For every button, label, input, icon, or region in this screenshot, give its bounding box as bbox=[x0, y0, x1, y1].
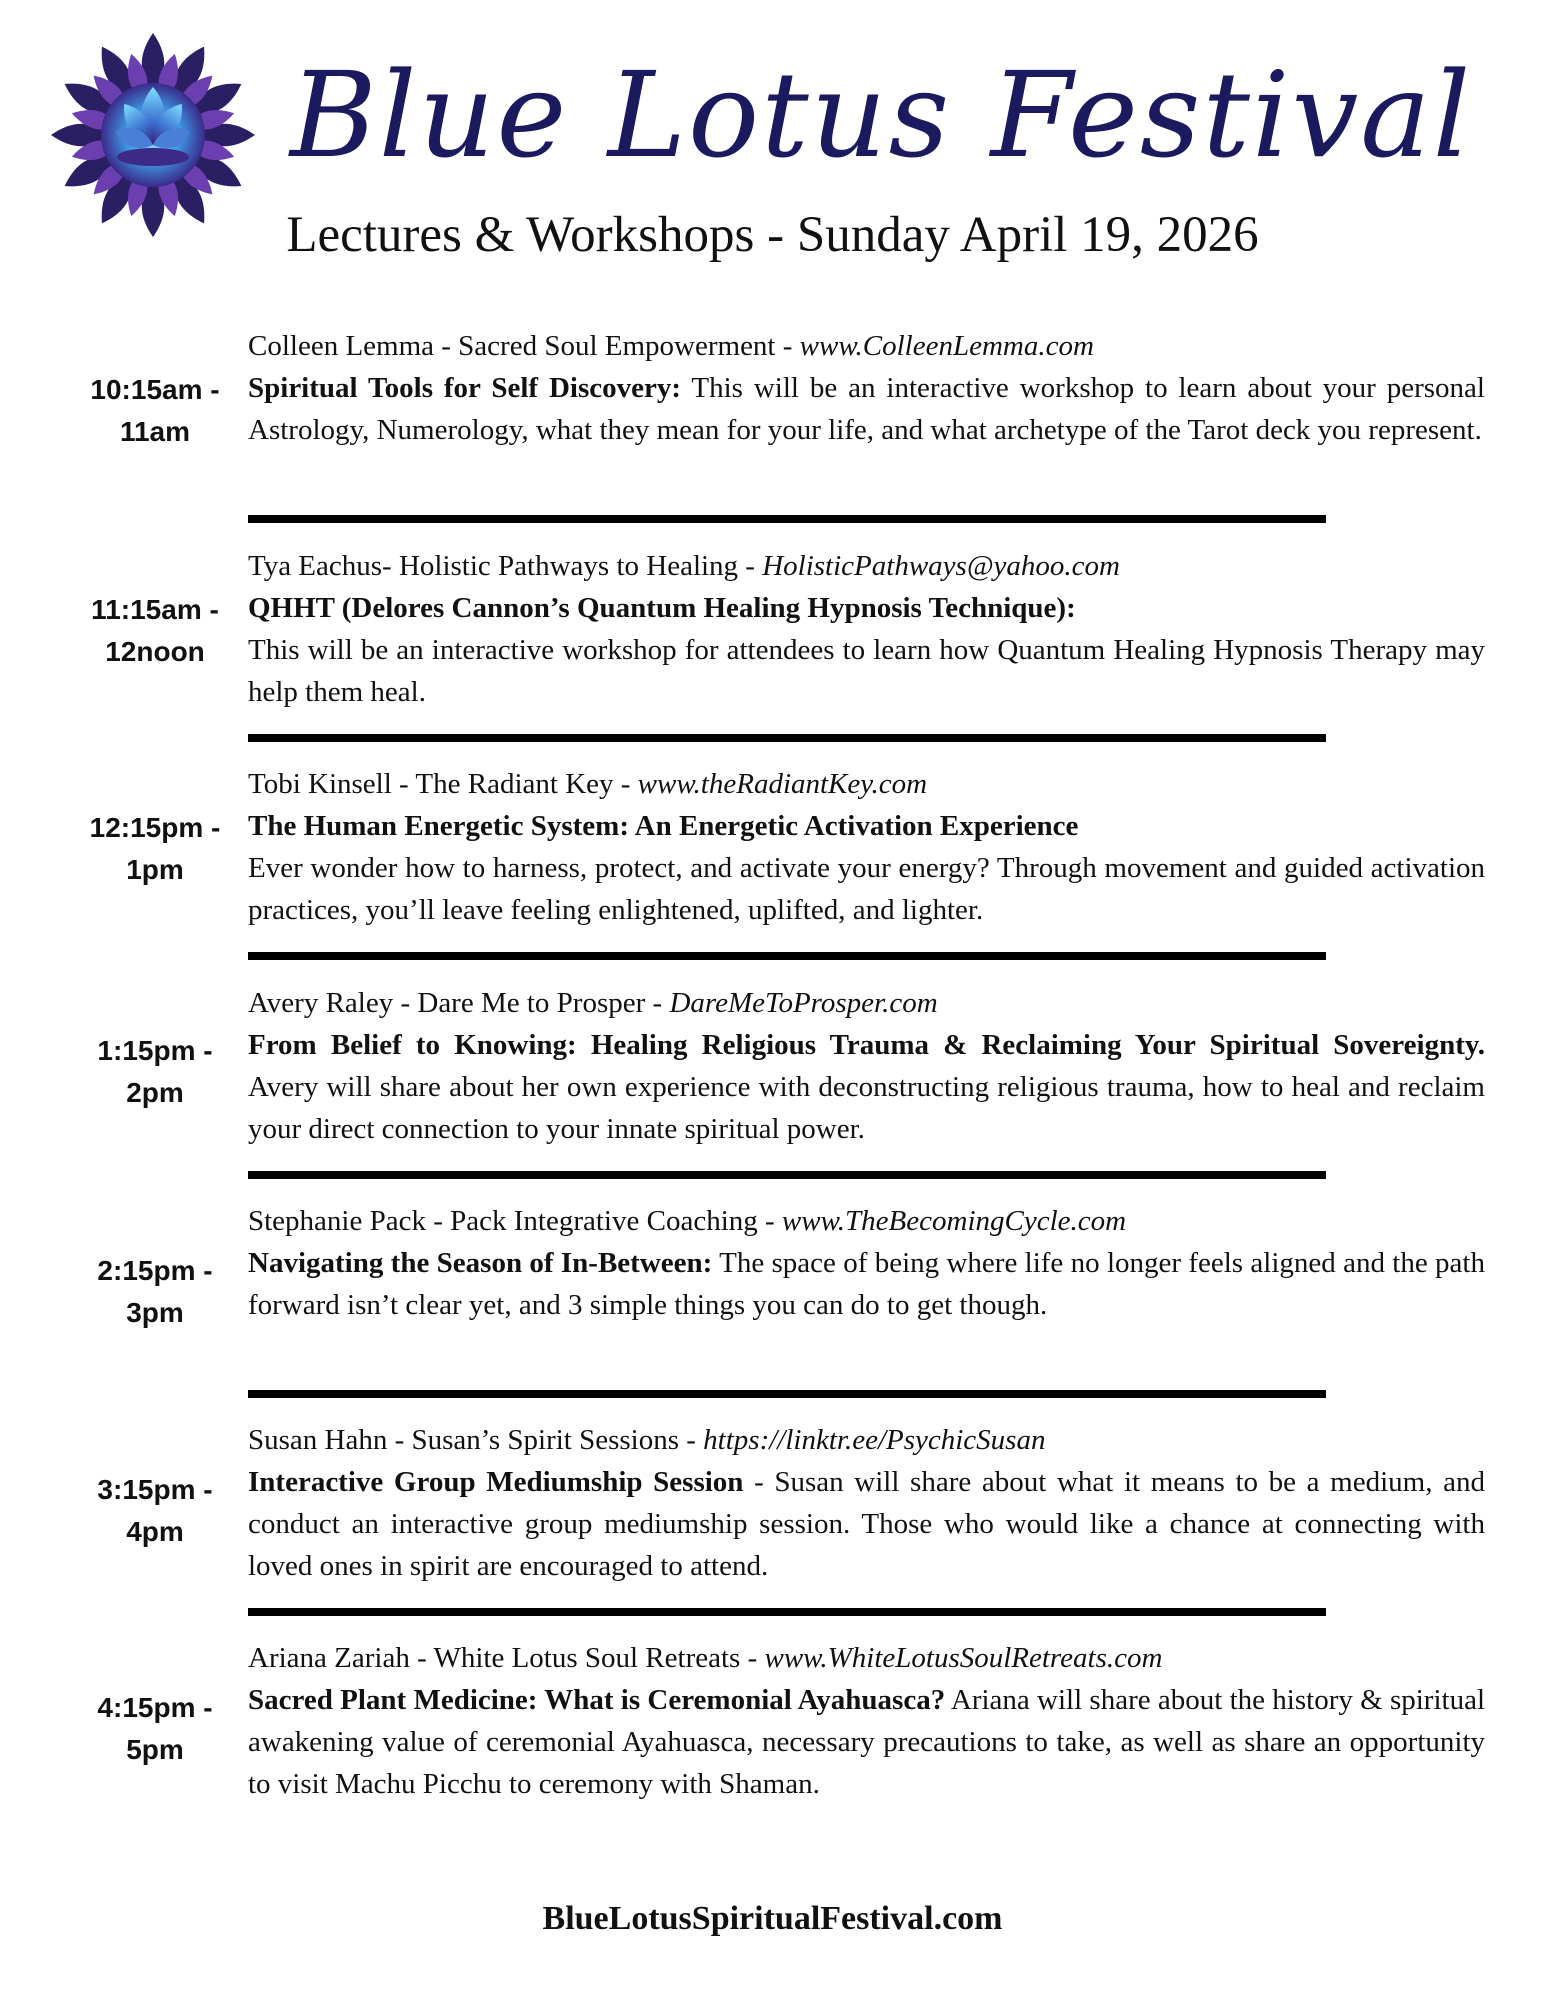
divider bbox=[248, 1608, 1326, 1616]
speaker-site: https://linktr.ee/PsychicSusan bbox=[703, 1424, 1046, 1456]
speaker-line bbox=[248, 763, 1485, 805]
session-heading: Interactive Group Mediumship Session bbox=[248, 1466, 744, 1498]
speaker-line bbox=[248, 1200, 1485, 1242]
speaker-line bbox=[248, 545, 1485, 587]
session-heading: Sacred Plant Medicine: What is Ceremonial Ayahuasca? bbox=[248, 1684, 946, 1716]
time-start: 11:15am - bbox=[91, 594, 219, 625]
speaker-line bbox=[248, 982, 1485, 1024]
speaker-site: HolisticPathways@yahoo.com bbox=[762, 550, 1120, 582]
time-start: 4:15pm - bbox=[97, 1692, 213, 1723]
session-content bbox=[248, 545, 1485, 713]
session-content bbox=[248, 1637, 1485, 1805]
session-text: Ever wonder how to harness, protect, and activate your energy? Through movement and guided activation practices, you’ll leave feeling enlightened, uplifted, and lighter. bbox=[248, 852, 1485, 926]
session-description bbox=[248, 1242, 1485, 1326]
divider bbox=[248, 952, 1326, 960]
speaker-site: www.WhiteLotusSoulRetreats.com bbox=[764, 1642, 1163, 1674]
session-time bbox=[60, 369, 250, 453]
session-heading: Navigating the Season of In-Between: bbox=[248, 1247, 713, 1279]
session-content bbox=[248, 982, 1485, 1150]
speaker-name: Avery Raley - Dare Me to Prosper - bbox=[248, 987, 670, 1019]
time-end: 4pm bbox=[126, 1516, 184, 1547]
speaker-line bbox=[248, 1637, 1485, 1679]
time-start: 10:15am - bbox=[90, 374, 220, 405]
time-end: 12noon bbox=[105, 636, 205, 667]
session-time bbox=[60, 1030, 250, 1114]
speaker-name: Susan Hahn - Susan’s Spirit Sessions - bbox=[248, 1424, 704, 1456]
speaker-site: www.TheBecomingCycle.com bbox=[781, 1205, 1127, 1237]
divider bbox=[248, 1171, 1326, 1179]
time-end: 1pm bbox=[126, 854, 184, 885]
session-content bbox=[248, 1200, 1485, 1326]
session-text: Ariana will share about the history & spiritual awakening value of ceremonial Ayahuasca, necessary precautions to take, as well as share an opportunity to visit Machu Picchu to ceremony with Shaman. bbox=[248, 1684, 1485, 1800]
speaker-site: DareMeToProsper.com bbox=[669, 987, 938, 1019]
session-content bbox=[248, 1419, 1485, 1587]
footer-website[interactable]: BlueLotusSpiritualFestival.com bbox=[542, 1900, 1003, 1937]
session-heading: Spiritual Tools for Self Discovery: bbox=[248, 372, 681, 404]
time-end: 5pm bbox=[126, 1734, 184, 1765]
session-content bbox=[248, 325, 1485, 451]
session-text: The space of being where life no longer feels aligned and the path forward isn’t clear yet, and 3 simple things you can do to get though. bbox=[248, 1247, 1485, 1321]
speaker-name: Ariana Zariah - White Lotus Soul Retreats - bbox=[248, 1642, 765, 1674]
session-description bbox=[248, 367, 1485, 451]
speaker-name: Stephanie Pack - Pack Integrative Coaching - bbox=[248, 1205, 782, 1237]
time-end: 2pm bbox=[126, 1077, 184, 1108]
time-start: 3:15pm - bbox=[97, 1474, 213, 1505]
session-time bbox=[60, 1250, 250, 1334]
speaker-line bbox=[248, 1419, 1485, 1461]
session-description bbox=[248, 1024, 1485, 1150]
time-end: 3pm bbox=[126, 1297, 184, 1328]
session-time bbox=[60, 589, 250, 673]
session-text: This will be an interactive workshop for attendees to learn how Quantum Healing Hypnosis Therapy may help them heal. bbox=[248, 634, 1485, 708]
session-text: - Susan will share about what it means to be a medium, and conduct an interactive group mediumship session. Those who would like a chance at connecting with loved ones in spirit are encouraged to attend. bbox=[248, 1466, 1485, 1582]
session-content bbox=[248, 763, 1485, 931]
time-start: 1:15pm - bbox=[97, 1035, 213, 1066]
divider bbox=[248, 515, 1326, 523]
time-start: 12:15pm - bbox=[89, 812, 221, 843]
speaker-site: www.ColleenLemma.com bbox=[799, 330, 1094, 362]
festival-title: Blue Lotus Festival bbox=[290, 46, 1473, 184]
speaker-name: Tobi Kinsell - The Radiant Key - bbox=[248, 768, 638, 800]
session-heading: From Belief to Knowing: Healing Religious Trauma & Reclaiming Your Spiritual Sovereignty. bbox=[248, 1029, 1485, 1061]
divider bbox=[248, 734, 1326, 742]
session-heading: QHHT (Delores Cannon’s Quantum Healing Hypnosis Technique): bbox=[248, 592, 1076, 624]
session-text: This will be an interactive workshop to learn about your personal Astrology, Numerology, what they mean for your life, and what archetype of the Tarot deck you represent. bbox=[248, 372, 1485, 446]
session-time bbox=[60, 807, 250, 891]
speaker-name: Tya Eachus- Holistic Pathways to Healing - bbox=[248, 550, 763, 582]
divider bbox=[248, 1390, 1326, 1398]
speaker-site: www.theRadiantKey.com bbox=[637, 768, 928, 800]
session-description bbox=[248, 1461, 1485, 1587]
session-heading: The Human Energetic System: An Energetic Activation Experience bbox=[248, 810, 1079, 842]
session-time bbox=[60, 1469, 250, 1553]
time-end: 11am bbox=[119, 416, 191, 447]
session-text: Avery will share about her own experience with deconstructing religious trauma, how to heal and reclaim your direct connection to your innate spiritual power. bbox=[248, 1071, 1485, 1145]
session-description bbox=[248, 1679, 1485, 1805]
speaker-line bbox=[248, 325, 1485, 367]
speaker-name: Colleen Lemma - Sacred Soul Empowerment - bbox=[248, 330, 800, 362]
session-time bbox=[60, 1687, 250, 1771]
page-subtitle: Lectures & Workshops - Sunday April 19, 2026 bbox=[286, 207, 1259, 263]
time-start: 2:15pm - bbox=[97, 1255, 213, 1286]
